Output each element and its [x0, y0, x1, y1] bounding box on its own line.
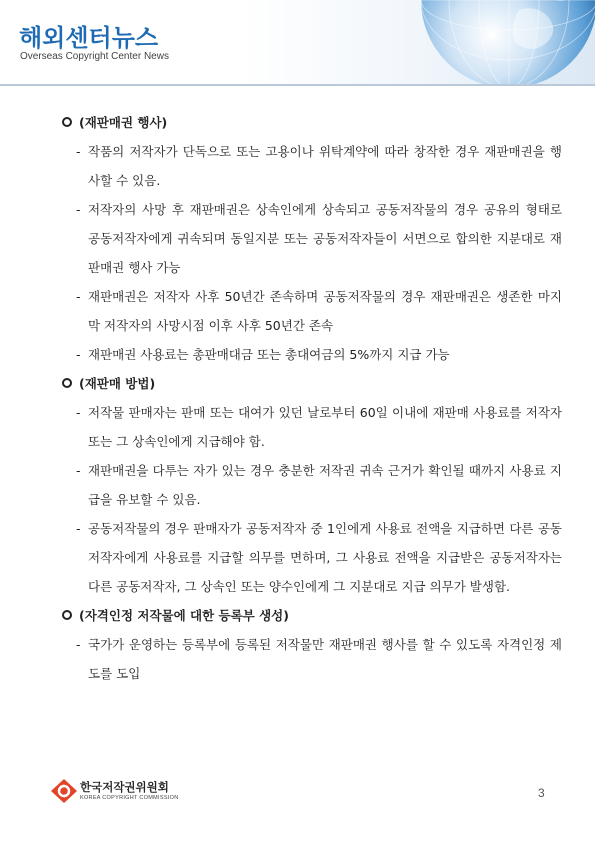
- list-item: - 국가가 운영하는 등록부에 등록된 저작물만 재판매권 행사를 할 수 있도록 자격인정 제도를 도입: [76, 637, 562, 681]
- section-heading: [62, 108, 562, 137]
- section-resale-method: [62, 369, 562, 601]
- document-body: [62, 108, 562, 688]
- page-header: [0, 0, 595, 86]
- circle-bullet-icon: [62, 117, 72, 127]
- section-heading-text: (재판매권 행사): [79, 115, 168, 130]
- list-item: - 재판매권은 저작자 사후 50년간 존속하며 공동저작물의 경우 재판매권은 생존한 마지막 저작자의 사망시점 이후 사후 50년간 존속: [76, 289, 562, 333]
- section-heading: [62, 601, 562, 630]
- list-item: - 공동저작물의 경우 판매자가 공동저작자 중 1인에게 사용료 전액을 지급하면 다른 공동저작자에게 사용료를 지급할 의무를 면하며, 그 사용료 전액을 지급받은 공동저작자는 다른 공동저작자, 그 상속인 또는 양수인에게 그 지분대로 지급 의무가 발생함.: [76, 521, 562, 594]
- header-subtitle: Overseas Copyright Center News: [20, 51, 169, 62]
- section-heading-text: (재판매 방법): [79, 376, 156, 391]
- globe-icon: [399, 0, 595, 86]
- page-number: 3: [538, 786, 545, 800]
- circle-bullet-icon: [62, 378, 72, 388]
- header-title: 해외센터뉴스: [19, 24, 159, 52]
- section-heading-text: (자격인정 저작물에 대한 등록부 생성): [79, 608, 289, 623]
- copyright-commission-logo-icon: [50, 778, 78, 804]
- circle-bullet-icon: [62, 610, 72, 620]
- footer-org-name-en: KOREA COPYRIGHT COMMISSION: [80, 795, 179, 801]
- section-resale-right: [62, 108, 562, 369]
- footer-org-name: 한국저작권위원회: [80, 780, 169, 794]
- list-item: - 저작물 판매자는 판매 또는 대여가 있던 날로부터 60일 이내에 재판매 사용료를 저작자 또는 그 상속인에게 지급해야 함.: [76, 405, 562, 449]
- list-item: - 저작자의 사망 후 재판매권은 상속인에게 상속되고 공동저작물의 경우 공유의 형태로 공동저작자에게 귀속되며 동일지분 또는 공동저작자들이 서면으로 합의한 지분대로 재판매권 행사 가능: [76, 202, 562, 275]
- list-item: - 재판매권 사용료는 총판매대금 또는 총대여금의 5%까지 지급 가능: [76, 347, 450, 362]
- header-divider: [0, 84, 595, 86]
- list-item: - 재판매권을 다투는 자가 있는 경우 충분한 저작권 귀속 근거가 확인될 때까지 사용료 지급을 유보할 수 있음.: [76, 463, 562, 507]
- section-heading: [62, 369, 562, 398]
- section-registry: [62, 601, 562, 688]
- list-item: - 작품의 저작자가 단독으로 또는 고용이나 위탁계약에 따라 창작한 경우 재판매권을 행사할 수 있음.: [76, 144, 562, 188]
